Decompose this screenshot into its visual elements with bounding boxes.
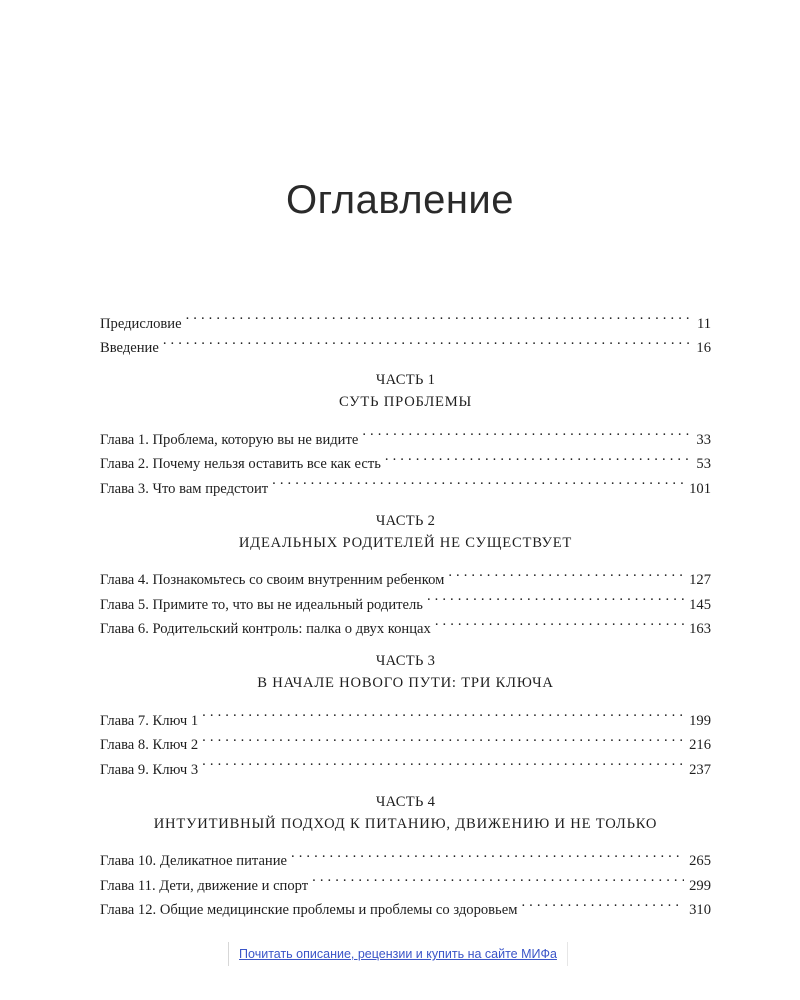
toc-entry-label: Предисловие bbox=[100, 315, 182, 332]
toc-entry-page: 53 bbox=[696, 456, 711, 472]
toc-entry-page: 33 bbox=[696, 431, 711, 448]
dot-leader bbox=[312, 865, 684, 890]
dot-leader bbox=[202, 749, 684, 774]
toc-entry-label: Глава 1. Проблема, которую вы не видите bbox=[100, 431, 359, 448]
toc-entry-page: 237 bbox=[689, 761, 711, 778]
toc-entry-page: 310 bbox=[689, 902, 711, 918]
dot-leader bbox=[435, 609, 684, 634]
dot-leader bbox=[427, 584, 684, 609]
table-of-contents bbox=[100, 303, 711, 918]
dot-leader bbox=[448, 560, 684, 585]
toc-entry-label: Глава 9. Ключ 3 bbox=[100, 761, 199, 778]
toc-entry-page: 101 bbox=[689, 480, 711, 497]
toc-entry-label: Глава 12. Общие медицинские проблемы и проблемы со здоровьем bbox=[100, 902, 518, 918]
dot-leader bbox=[186, 303, 692, 328]
toc-entry-preface[interactable] bbox=[100, 303, 711, 332]
toc-entry-label: Глава 7. Ключ 1 bbox=[100, 712, 199, 729]
toc-entry-chapter[interactable] bbox=[100, 700, 711, 729]
toc-entry-page: 163 bbox=[689, 621, 711, 637]
toc-entry-page: 145 bbox=[689, 596, 711, 613]
toc-entry-page: 216 bbox=[689, 737, 711, 753]
toc-entry-page: 265 bbox=[689, 853, 711, 869]
toc-entry-label: Введение bbox=[100, 340, 159, 356]
toc-entry-label: Глава 11. Дети, движение и спорт bbox=[100, 877, 309, 894]
part-title: В НАЧАЛЕ НОВОГО ПУТИ: ТРИ КЛЮЧА bbox=[257, 675, 554, 691]
part-title: СУТЬ ПРОБЛЕМЫ bbox=[338, 394, 473, 410]
toc-entry-chapter[interactable] bbox=[100, 841, 711, 869]
toc-entry-page: 299 bbox=[689, 877, 711, 894]
dot-leader bbox=[163, 328, 692, 353]
toc-entry-label: Глава 6. Родительский контроль: палка о двух концах bbox=[100, 621, 431, 637]
toc-entry-label: Глава 8. Ключ 2 bbox=[100, 737, 199, 753]
dot-leader bbox=[385, 444, 692, 469]
part-title: ИДЕАЛЬНЫХ РОДИТЕЛЕЙ НЕ СУЩЕСТВУЕТ bbox=[238, 534, 573, 551]
toc-entry-page: 16 bbox=[696, 340, 711, 356]
toc-entry-page: 199 bbox=[689, 712, 711, 729]
dot-leader bbox=[521, 890, 684, 915]
dot-leader bbox=[272, 468, 684, 493]
toc-entry-label: Глава 5. Примите то, что вы не идеальный родитель bbox=[100, 596, 423, 613]
toc-entry-label: Глава 10. Деликатное питание bbox=[100, 853, 288, 869]
part-title: ИНТУИТИВНЫЙ ПОДХОД К ПИТАНИЮ, ДВИЖЕНИЮ И НЕ ТОЛЬКО bbox=[153, 815, 658, 832]
part-number: ЧАСТЬ 2 bbox=[375, 512, 436, 529]
dot-leader bbox=[362, 419, 691, 444]
part-number: ЧАСТЬ 1 bbox=[375, 372, 436, 388]
toc-entry-chapter[interactable] bbox=[100, 560, 711, 588]
toc-entry-label: Глава 4. Познакомьтесь со своим внутренним ребенком bbox=[100, 572, 445, 588]
dot-leader bbox=[202, 700, 684, 725]
toc-entry-chapter[interactable] bbox=[100, 419, 711, 448]
toc-entry-page: 127 bbox=[689, 572, 711, 588]
toc-entry-introduction[interactable] bbox=[100, 328, 711, 356]
dot-leader bbox=[291, 841, 684, 866]
toc-entry-page: 11 bbox=[696, 315, 711, 332]
dot-leader bbox=[202, 725, 684, 750]
publisher-site-link[interactable]: Почитать описание, рецензии и купить на сайте МИФа bbox=[228, 942, 568, 966]
toc-entry-label: Глава 3. Что вам предстоит bbox=[100, 480, 269, 497]
part-number: ЧАСТЬ 3 bbox=[375, 653, 436, 669]
toc-entry-label: Глава 2. Почему нельзя оставить все как есть bbox=[100, 456, 381, 472]
part-number: ЧАСТЬ 4 bbox=[375, 793, 436, 810]
page-title: Оглавление bbox=[285, 178, 514, 222]
